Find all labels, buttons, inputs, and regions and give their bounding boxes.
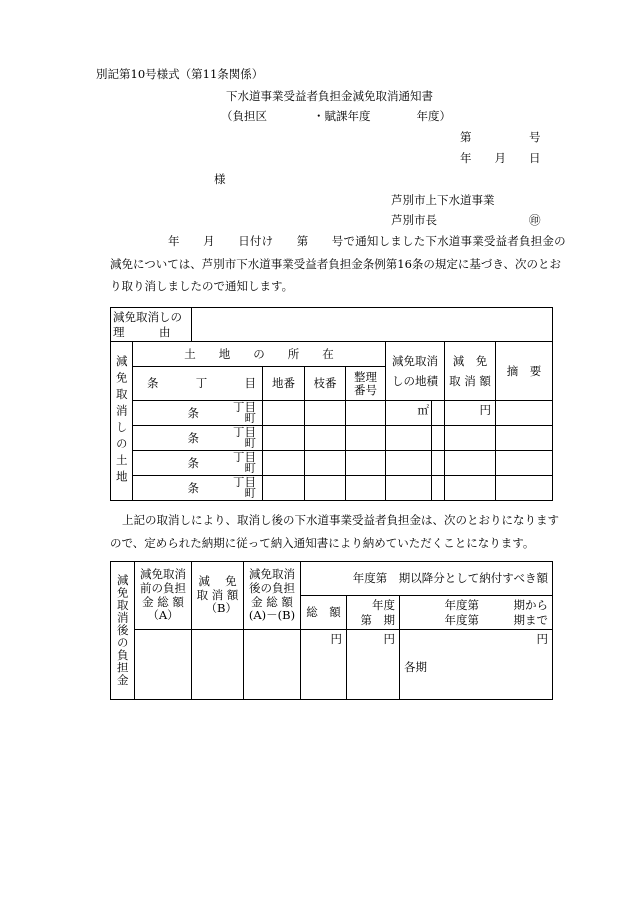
document-number: 第 号 [460, 130, 541, 144]
post-cancellation-side-label: 減免取消後の負担金 [111, 562, 135, 700]
area-cell: ㎡ [386, 401, 432, 426]
paragraph2-line1: 上記の取消しにより、取消し後の下水道事業受益者負担金は、次のとおりになります [122, 513, 559, 527]
edaban-header: 枝番 [305, 367, 346, 401]
col-c-header: 減免取消 後の負担 金 総 額 (A)－(B) [244, 562, 301, 630]
post-cancellation-charge-table [110, 561, 553, 700]
addressee: 様 [214, 172, 226, 186]
subtitle: （負担区 ・賦課年度 年度） [221, 109, 451, 123]
note-cell [496, 451, 553, 476]
period-header: 年度 第 期 [347, 596, 400, 630]
paragraph1-line3: り取り消しましたので通知します。 [110, 279, 294, 293]
amount-header: 減 免 取 消 額 [445, 342, 496, 401]
seiri-cell [346, 476, 386, 501]
area-sub-cell [432, 426, 445, 451]
paragraph1-line2: 減免については、芦別市下水道事業受益者負担金条例第16条の規定に基づき、次のとお [110, 257, 561, 271]
area-cell [386, 476, 432, 501]
note-header: 摘 要 [496, 342, 553, 401]
note-cell [496, 476, 553, 501]
period-cell: 円 [347, 630, 400, 700]
table-row [111, 630, 553, 700]
land-address-cell: 条 丁目 町 [133, 401, 263, 426]
chiban-header: 地番 [263, 367, 305, 401]
seiri-cell [346, 401, 386, 426]
amount-cell [445, 476, 496, 501]
table-row [111, 451, 553, 476]
chiban-cell [263, 426, 305, 451]
payment-header: 年度第 期以降分として納付すべき額 [301, 562, 553, 596]
issue-date: 年 月 日 [460, 151, 541, 165]
area-header: 減免取消 しの地積 [386, 342, 445, 401]
area-cell [386, 426, 432, 451]
table-row [111, 401, 553, 426]
issuer-title: 芦別市長 [391, 213, 437, 227]
amount-cell [445, 451, 496, 476]
reason-value [192, 308, 553, 342]
seiri-header: 整理 番号 [346, 367, 386, 401]
col-c-cell [244, 630, 301, 700]
total-cell: 円 [301, 630, 347, 700]
land-address-cell: 条 丁目 町 [133, 476, 263, 501]
edaban-cell [305, 451, 346, 476]
form-number: 別記第10号様式（第11条関係） [96, 67, 264, 81]
seal-mark: ㊞ [529, 213, 541, 227]
paragraph1-line1: 年 月 日付け 第 号で通知しました下水道事業受益者負担金の [168, 234, 566, 248]
land-address-cell: 条 丁目 町 [133, 426, 263, 451]
area-sub-cell [432, 451, 445, 476]
location-header: 土 地 の 所 在 [133, 342, 386, 367]
chiban-cell [263, 401, 305, 426]
col-a-cell [135, 630, 192, 700]
seiri-cell [346, 426, 386, 451]
amount-cell [445, 426, 496, 451]
land-address-cell: 条 丁目 町 [133, 451, 263, 476]
col-b-cell [192, 630, 244, 700]
paragraph2-line2: ので、定められた納期に従って納入通知書により納めていただくことになります。 [110, 536, 535, 550]
table-row [111, 476, 553, 501]
note-cell [496, 401, 553, 426]
range-cell: 円 各期 [400, 630, 553, 700]
edaban-cell [305, 401, 346, 426]
edaban-cell [305, 476, 346, 501]
total-header: 総 額 [301, 596, 347, 630]
amount-cell: 円 [445, 401, 496, 426]
edaban-cell [305, 426, 346, 451]
note-cell [496, 426, 553, 451]
issuer-organization: 芦別市上下水道事業 [391, 193, 495, 207]
cancelled-land-side-label: 減免取消しの土地 [111, 342, 133, 501]
reason-label: 減免取消しの 理 由 [111, 308, 192, 342]
chiban-cell [263, 451, 305, 476]
col-b-header: 減 免 取 消 額 （B） [192, 562, 244, 630]
table-row [111, 426, 553, 451]
seiri-cell [346, 451, 386, 476]
page-title: 下水道事業受益者負担金減免取消通知書 [226, 89, 433, 103]
area-sub-cell [432, 401, 445, 426]
area-cell [386, 451, 432, 476]
chiban-cell [263, 476, 305, 501]
col-a-header: 減免取消 前の負担 金 総 額 （A） [135, 562, 192, 630]
range-header: 年度第 期から 年度第 期まで [400, 596, 553, 630]
jo-chome-header: 条 丁 目 [133, 367, 263, 401]
cancelled-land-table [110, 307, 553, 501]
area-sub-cell [432, 476, 445, 501]
